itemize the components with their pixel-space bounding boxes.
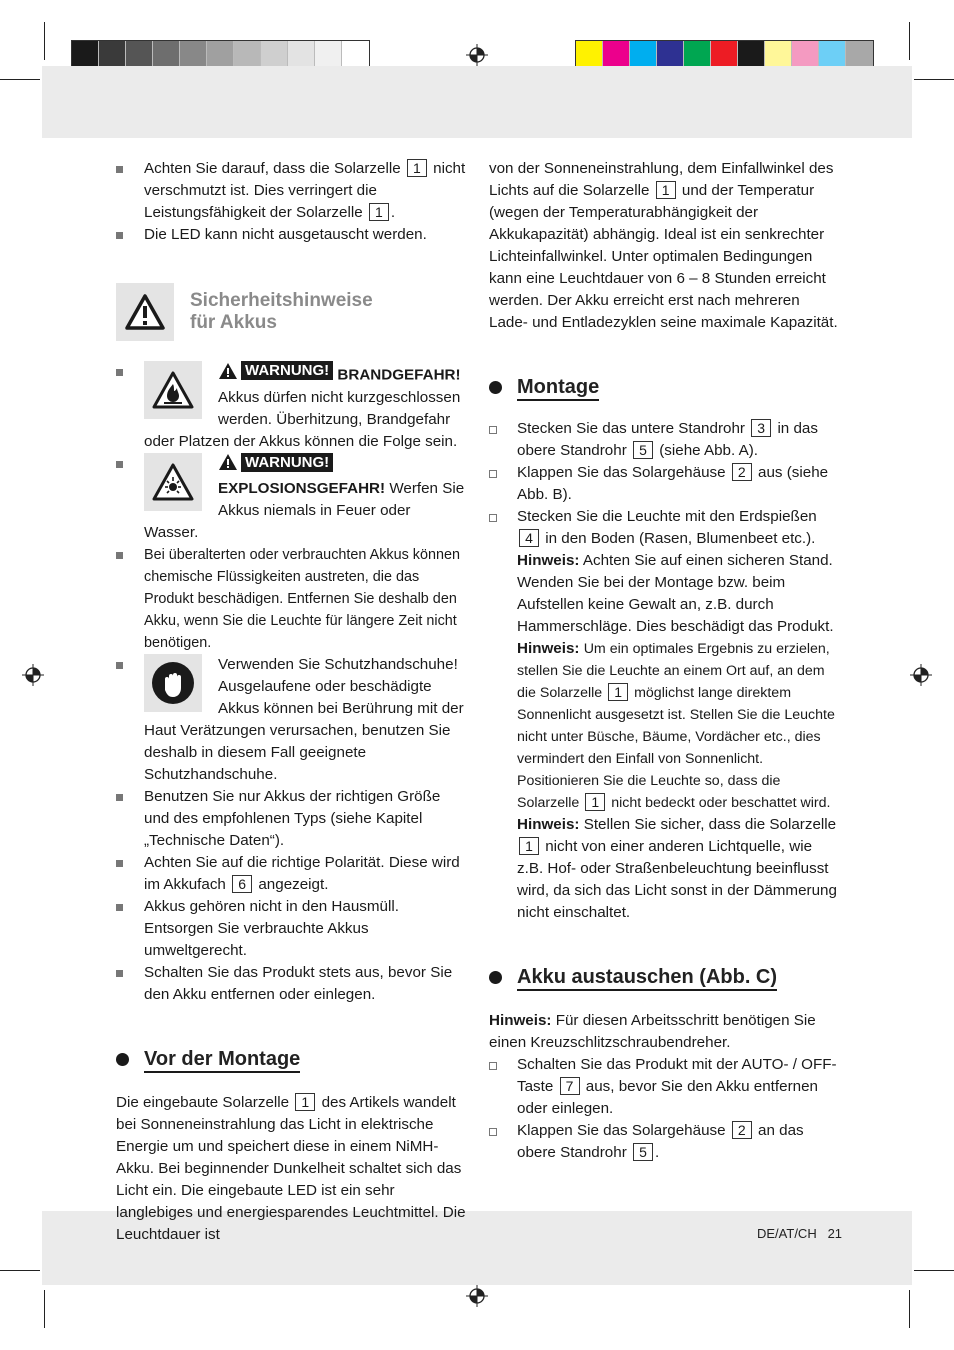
color-swatch bbox=[153, 41, 180, 68]
step-item: Schalten Sie das Produkt mit der AUTO- / OFF-Taste 7 aus, bevor Sie den Akku entfernen oder einlegen. bbox=[489, 1054, 841, 1120]
list-item: Schalten Sie das Produkt stets aus, bevor Sie den Akku entfernen oder einlegen. bbox=[116, 962, 468, 1006]
color-swatch bbox=[630, 41, 657, 68]
list-item: Achten Sie darauf, dass die Solarzelle 1 nicht verschmutzt ist. Dies verringert die Leistungsfähigkeit der Solarzelle 1 . bbox=[116, 158, 468, 224]
step-item: Klappen Sie das Solargehäuse 2 an das obere Standrohr 5 . bbox=[489, 1120, 841, 1164]
part-ref: 1 bbox=[519, 837, 539, 855]
color-swatch bbox=[738, 41, 765, 68]
safety-heading: Sicherheitshinweise bbox=[190, 290, 373, 311]
color-swatch bbox=[126, 41, 153, 68]
color-swatch bbox=[342, 41, 369, 68]
hint: Hinweis: Stellen Sie sicher, dass die Solarzelle 1 nicht von einer anderen Lichtquelle, wie z.B. Hof- oder Straßenbeleuchtung beeinflusst wird, da sich das Licht sonst in der Dämmerung nicht einschaltet. bbox=[517, 816, 837, 921]
part-ref: 1 bbox=[585, 793, 605, 811]
color-swatch bbox=[261, 41, 288, 68]
color-swatch bbox=[819, 41, 846, 68]
color-swatch bbox=[288, 41, 315, 68]
header-band bbox=[42, 66, 912, 138]
protective-gloves-icon bbox=[144, 654, 202, 712]
color-swatch bbox=[207, 41, 234, 68]
paragraph: Die eingebaute Solarzelle 1 des Artikels wandelt bei Sonneneinstrahlung das Licht in elektrische Energie um und speichert diese in einem NiMH-Akku. Bei beginnender Dunkelheit schaltet sich das Licht ein. Die eingebaute LED ist ein sehr langlebiges und energiesparendes Leuchtmittel. Die Leuchtdauer ist bbox=[116, 1094, 466, 1243]
registration-mark-icon bbox=[22, 664, 44, 686]
list-item-warning-fire: WARNUNG! BRANDGEFAHR! Akkus dürfen nicht kurzgeschlossen werden. Überhitzung, Brandgefahr oder Platzen der Akkus können die Folge sein. bbox=[116, 361, 468, 453]
list-item: Akkus gehören nicht in den Hausmüll. Entsorgen Sie verbrauchte Akkus umweltgerecht. bbox=[116, 896, 468, 962]
page-number: 21 bbox=[827, 1226, 843, 1241]
color-swatch bbox=[684, 41, 711, 68]
color-swatch bbox=[711, 41, 738, 68]
step-item: Klappen Sie das Solargehäuse 2 aus (siehe Abb. B). bbox=[489, 462, 841, 506]
color-swatch bbox=[180, 41, 207, 68]
color-swatch bbox=[657, 41, 684, 68]
hint: Hinweis: Um ein optimales Ergebnis zu erzielen, stellen Sie die Leuchte an einem Ort auf, an dem die Solarzelle 1 möglichst lange direktem Sonnenlicht ausgesetzt ist. Stellen Sie die Leuchte nicht unter Büsche, Bäume, Vordächer etc., dies vermindert den Einfall von Sonnenlicht. Positionieren Sie die Leuchte so, dass die Solarzelle 1 nicht bedeckt oder beschattet wird. bbox=[517, 640, 835, 811]
right-column bbox=[489, 158, 841, 1164]
color-swatch bbox=[603, 41, 630, 68]
crop-mark bbox=[909, 22, 910, 60]
crop-mark bbox=[44, 22, 45, 60]
list-item: Achten Sie auf die richtige Polarität. Diese wird im Akkufach 6 angezeigt. bbox=[116, 852, 468, 896]
color-swatch bbox=[846, 41, 873, 68]
color-swatch bbox=[99, 41, 126, 68]
page-footer bbox=[757, 1226, 842, 1241]
part-ref: 1 bbox=[295, 1093, 315, 1111]
color-swatch bbox=[792, 41, 819, 68]
heading-montage: Montage bbox=[489, 374, 841, 400]
registration-mark-icon bbox=[910, 664, 932, 686]
color-swatch bbox=[72, 41, 99, 68]
step-item: Stecken Sie das untere Standrohr 3 in das obere Standrohr 5 (siehe Abb. A). bbox=[489, 418, 841, 462]
list-item: Bei überalterten oder verbrauchten Akkus können chemische Flüssigkeiten austreten, die das Produkt beschädigen. Entfernen Sie deshalb den Akku, wenn Sie die Leuchte für längere Zeit nicht benötigen. bbox=[116, 544, 468, 654]
grayscale-color-bar bbox=[71, 40, 370, 69]
part-ref: 1 bbox=[656, 181, 676, 199]
crop-mark bbox=[44, 1290, 45, 1328]
registration-mark-icon bbox=[466, 1285, 488, 1307]
part-ref: 2 bbox=[732, 1121, 752, 1139]
fire-hazard-icon bbox=[144, 361, 202, 419]
list-item: Benutzen Sie nur Akkus der richtigen Größe und des empfohlenen Typs (siehe Kapitel „Technische Daten“). bbox=[116, 786, 468, 852]
part-ref: 1 bbox=[608, 683, 628, 701]
color-swatch bbox=[234, 41, 261, 68]
color-swatch bbox=[315, 41, 342, 68]
color-swatch bbox=[576, 41, 603, 68]
part-ref: 3 bbox=[751, 419, 771, 437]
warning-label: WARNUNG! bbox=[241, 453, 333, 472]
crop-mark bbox=[914, 1270, 954, 1271]
paragraph: von der Sonneneinstrahlung, dem Einfallwinkel des Lichts auf die Solarzelle 1 und der Temperatur (wegen der Temperaturabhängigkeit der Akkukapazität) abhängig. Ideal ist ein senkrechter Lichteinfallwinkel. Unter optimalen Bedingungen kann eine Leuchtdauer von 6 – 8 Stunden erreicht werden. Der Akku erreicht erst nach mehreren Lade- und Entladezyklen seine maximale Kapazität. bbox=[489, 160, 838, 331]
warning-small-icon bbox=[218, 362, 238, 380]
warning-triangle-icon bbox=[116, 283, 174, 341]
crop-mark bbox=[909, 1290, 910, 1328]
crop-mark bbox=[0, 1270, 40, 1271]
language-codes: DE/AT/CH bbox=[757, 1226, 817, 1241]
explosion-hazard-icon bbox=[144, 453, 202, 511]
list-item-gloves: Verwenden Sie Schutzhandschuhe! Ausgelaufene oder beschädigte Akkus können bei Berührung mit der Haut Verätzungen verursachen, benutzen Sie deshalb in diesem Fall geeignete Schutzhandschuhe. bbox=[116, 654, 468, 786]
part-ref: 6 bbox=[232, 875, 252, 893]
color-swatch bbox=[765, 41, 792, 68]
part-ref: 2 bbox=[732, 463, 752, 481]
heading-vor-der-montage: Vor der Montage bbox=[116, 1046, 468, 1072]
hint: Hinweis: Achten Sie auf einen sicheren Stand. Wenden Sie bei der Montage bzw. beim Aufstellen keine Gewalt an, z.B. durch Hammerschläge. Dies beschädigt das Produkt. bbox=[517, 552, 834, 635]
list-item-warning-explosion: WARNUNG! EXPLOSIONSGEFAHR! Werfen Sie Akkus niemals in Feuer oder Wasser. bbox=[116, 453, 468, 545]
crop-mark bbox=[0, 79, 40, 80]
process-color-bar bbox=[575, 40, 874, 69]
part-ref: 1 bbox=[407, 159, 427, 177]
crop-mark bbox=[914, 79, 954, 80]
left-column bbox=[116, 158, 468, 1246]
hint: Hinweis: Für diesen Arbeitsschritt benötigen Sie einen Kreuzschlitzschraubendreher. bbox=[489, 1012, 816, 1051]
list-item: Die LED kann nicht ausgetauscht werden. bbox=[116, 224, 468, 246]
safety-heading-2: für Akkus bbox=[190, 312, 277, 333]
part-ref: 7 bbox=[560, 1077, 580, 1095]
safety-section-header bbox=[116, 283, 468, 341]
part-ref: 4 bbox=[519, 529, 539, 547]
heading-akku-austauschen: Akku austauschen (Abb. C) bbox=[489, 964, 841, 990]
registration-mark-icon bbox=[466, 44, 488, 66]
part-ref: 5 bbox=[633, 1143, 653, 1161]
part-ref: 5 bbox=[633, 441, 653, 459]
step-item: Stecken Sie die Leuchte mit den Erdspießen 4 in den Boden (Rasen, Blumenbeet etc.). Hinweis: Achten Sie auf einen sicheren Stand. Wenden Sie bei der Montage bzw. beim Aufstellen keine Gewalt an, z.B. durch Hammerschläge. Dies beschädigt das Produkt. Hinweis: Um ein optimales Ergebnis zu erzielen, stellen Sie die Leuchte an einem Ort auf, an dem die Solarzelle 1 möglichst lange direktem Sonnenlicht ausgesetzt ist. Stellen Sie die Leuchte nicht unter Büsche, Bäume, Vordächer etc., dies vermindert den Einfall von Sonnenlicht. Positionieren Sie die Leuchte so, dass die Solarzelle 1 nicht bedeckt oder beschattet wird. Hinweis: Stellen Sie sicher, dass die Solarzelle 1 nicht von einer anderen Lichtquelle, wie z.B. Hof- oder Straßenbeleuchtung beeinflusst wird, da sich das Licht sonst in der Dämmerung nicht einschaltet. bbox=[489, 506, 841, 924]
warning-small-icon bbox=[218, 453, 238, 471]
part-ref: 1 bbox=[369, 203, 389, 221]
warning-label: WARNUNG! bbox=[241, 361, 333, 380]
